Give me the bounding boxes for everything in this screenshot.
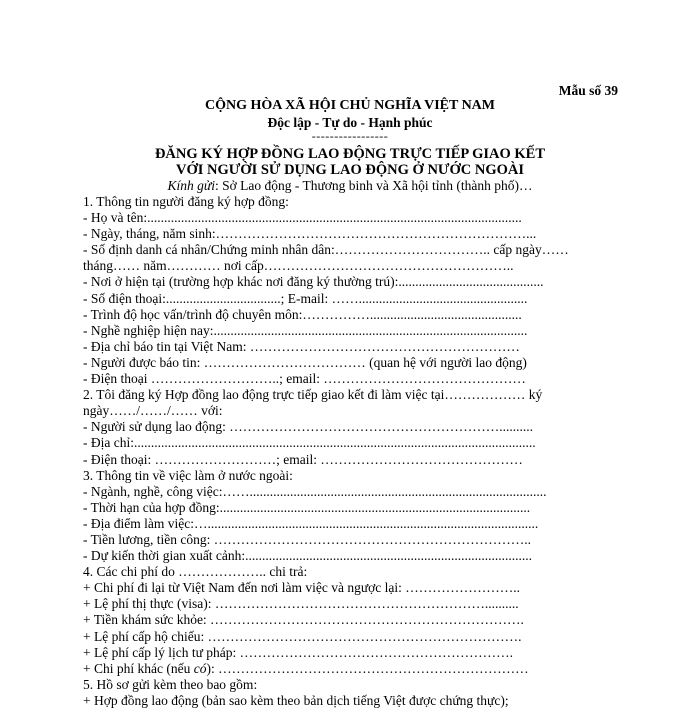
- departure-time-line: - Dự kiến thời gian xuất cảnh:.....................................................................................: [83, 548, 533, 564]
- salary-line: - Tiền lương, tiền công: ……………………………………………………………..: [83, 531, 531, 547]
- contract-date-line: ngày……/……/…… với:: [83, 403, 223, 419]
- travel-cost-line: + Chi phí đi lại từ Việt Nam đến nơi làm việc và ngược lại: ……………………..: [83, 580, 521, 596]
- notification-address-line: - Địa chỉ báo tin tại Việt Nam: ……………………………………………………: [83, 338, 520, 354]
- country-name: CỘNG HÒA XÃ HỘI CHỦ NGHĨA VIỆT NAM: [204, 98, 495, 113]
- other-cost-line: + Chi phí khác (nếu có): ……………………………………………………………: [83, 660, 529, 676]
- employer-phone-email-line: - Điện thoại: ………………………; email: ………………………………………: [83, 451, 523, 467]
- section-5-heading: 5. Hồ sơ gửi kèm theo bao gồm:: [83, 676, 258, 692]
- document-header: [0, 97, 700, 194]
- passport-fee-line: + Lệ phí cấp hộ chiếu: …………………………………………………………….: [83, 628, 522, 644]
- full-name-line: - Họ và tên:...............................................................................................................: [83, 210, 522, 226]
- recipient-text: : Sở Lao động - Thương binh và Xã hội tỉnh (thành phố)…: [214, 178, 533, 193]
- contact-phone-email-line: - Điện thoại ………………………..; email: ………………………………………: [83, 371, 526, 387]
- contact-person-line: - Người được báo tin: ……………………………… (quan hệ với người lao động): [83, 354, 527, 370]
- id-issue-line: tháng…… năm………… nơi cấp………………………………………………..: [83, 258, 514, 274]
- visa-fee-line: + Lệ phí thị thực (visa): ……………………………………………………..........: [83, 596, 519, 612]
- date-of-birth-line: - Ngày, tháng, năm sinh:……………………………………………………………...: [83, 226, 537, 242]
- section-3-heading: 3. Thông tin về việc làm ở nước ngoài:: [83, 467, 293, 483]
- employer-line: - Người sử dụng lao động: ……………………………………………………..........: [83, 419, 534, 435]
- recipient-line: [0, 178, 700, 194]
- recipient-prefix: Kính gửi: [167, 178, 215, 193]
- form-body: [83, 194, 623, 709]
- contract-term-line: - Thời hạn của hợp đồng:............................................................................................: [83, 499, 531, 515]
- health-check-line: + Tiền khám sức khỏe: …………………………………………………………….: [83, 612, 524, 628]
- document-title-line-1: ĐĂNG KÝ HỢP ĐỒNG LAO ĐỘNG TRỰC TIẾP GIAO KẾT: [154, 146, 546, 162]
- current-address-line: - Nơi ở hiện tại (trường hợp khác nơi đăng ký thường trú):...........................................: [83, 274, 544, 290]
- job-line: - Ngành, nghề, công việc:……........................................................................................: [83, 483, 547, 499]
- section-2-heading: 2. Tôi đăng ký Hợp đồng lao động trực tiếp giao kết đi làm việc tại……………… ký: [83, 387, 543, 403]
- workplace-line: - Địa điểm làm việc:…..................................................................................................: [83, 515, 539, 531]
- occupation-line: - Nghề nghiệp hiện nay:.............................................................................................: [83, 322, 528, 338]
- header-separator: -----------------: [311, 129, 389, 143]
- criminal-record-fee-line: + Lệ phí cấp lý lịch tư pháp: …………………………………………………….: [83, 644, 514, 660]
- document-title-line-2: VỚI NGƯỜI SỬ DỤNG LAO ĐỘNG Ở NƯỚC NGOÀI: [175, 162, 524, 178]
- employer-address-line: - Địa chỉ:.......................................................................................................................: [83, 435, 536, 451]
- id-number-line: - Số định danh cá nhân/Chứng minh nhân dân:…………………………….. cấp ngày……: [83, 242, 569, 258]
- section-1-heading: 1. Thông tin người đăng ký hợp đồng:: [83, 194, 289, 209]
- education-line: - Trình độ học vấn/trình độ chuyên môn:…………….............................................: [83, 306, 522, 322]
- attachment-contract-line: + Hợp đồng lao động (bản sao kèm theo bản dịch tiếng Việt được chứng thực);: [83, 692, 509, 708]
- phone-email-line: - Số điện thoại:..................................; E-mail: ……..................................................: [83, 290, 528, 306]
- section-4-heading: 4. Các chi phí do ……………….. chi trả:: [83, 564, 308, 580]
- national-motto: Độc lập - Tự do - Hạnh phúc: [267, 115, 433, 130]
- form-number: Mẫu số 39: [558, 83, 618, 98]
